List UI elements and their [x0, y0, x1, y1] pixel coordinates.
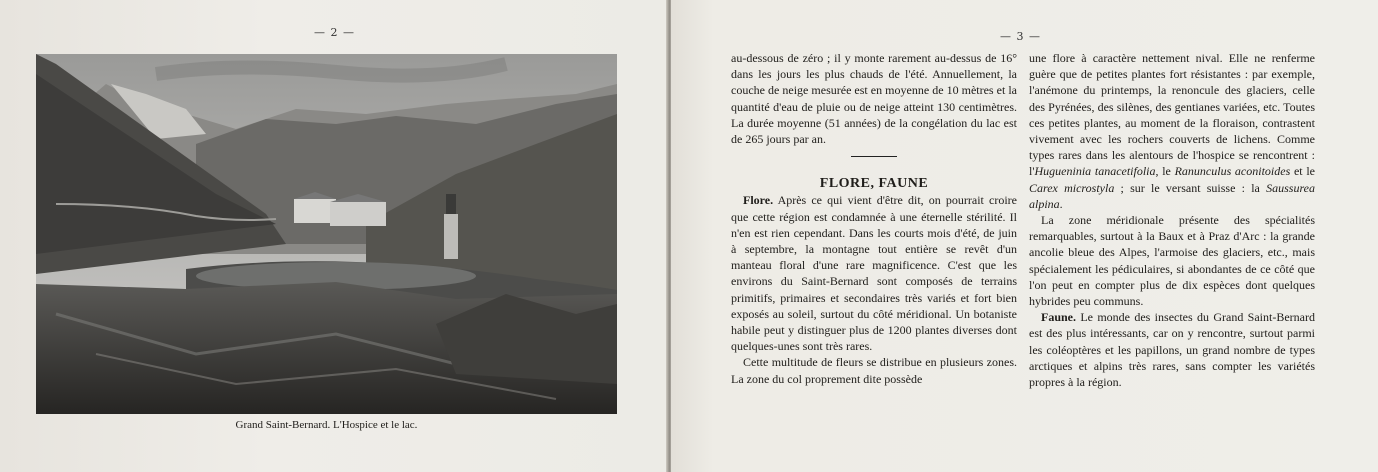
species-name: Saussurea alpina: [1029, 180, 1315, 211]
section-heading: FLORE, FAUNE: [819, 176, 929, 192]
text-run: , le: [1155, 164, 1175, 179]
text-run: et le: [1290, 164, 1315, 179]
photo-caption: Grand Saint-Bernard. L'Hospice et le lac.: [235, 419, 418, 431]
flore-label: Flore.: [743, 193, 774, 208]
text-run: ; sur le versant suisse : la: [1114, 180, 1267, 195]
page-number-right: — 3 —: [1000, 30, 1041, 43]
section-divider: [851, 156, 897, 157]
paragraph-zones: Cette multitude de fleurs se distribue en plusieurs zones. La zone du col proprement dite possède: [731, 355, 1017, 386]
flore-text: Après ce qui vient d'être dit, on pourrait croire que cette région est condamnée à une éternelle stérilité. Il n'en est rien cependant. Dans les courts mois d'été, de juin à septembre, la montagne tout entière se revêt d'un manteau floral d'une rare magnificence. C'est que les environs du Saint-Bernard sont composés de terrains primitifs, primaires et secondaires très variés et fort bien exposés au soleil, surtout du côté méridional. Un botaniste habile peut y distinguer plus de 1200 plantes diverses dont quelques-unes sont très rares.: [731, 193, 1017, 354]
faune-text: Le monde des insectes du Grand Saint-Bernard est des plus intéressants, car on y rencontre, surtout parmi les coléoptères et les papillons, un grand nombre de types arctiques et alpins très rares, sans compter les variétés propres à la région.: [1029, 310, 1315, 390]
text-column-left: [731, 50, 1017, 387]
left-page: [0, 0, 668, 472]
text-run: une flore à caractère nettement nival. Elle ne renferme guère que de petites plantes fort résistantes : par exemple, l'anémone du printemps, la renoncule des glaciers, celle des Pyrénées, des silènes, des gentianes variées, etc. Toutes ces petites plantes, au moment de la floraison, contrastent vivement avec les rochers couverts de lichens. Comme types rares dans les alentours de l'hospice se rencontrent : l': [1029, 51, 1315, 179]
text-run: .: [1059, 196, 1063, 211]
faune-label: Faune.: [1041, 310, 1077, 325]
page-number-left: — 2 —: [314, 26, 355, 39]
photograph-hospice-lake: [36, 54, 617, 414]
text-column-right: [1029, 50, 1315, 390]
paragraph-faune: [1029, 309, 1315, 390]
paragraph-nival-flora: [1029, 50, 1315, 212]
species-name: Ranunculus aconitoides: [1174, 164, 1291, 179]
species-name: Hugueninia tanacetifolia: [1034, 164, 1156, 179]
paragraph-flore: [731, 192, 1017, 354]
species-name: Carex microstyla: [1029, 180, 1115, 195]
paragraph-southern-zone: La zone méridionale présente des spécialités remarquables, surtout à la Baux et à Praz d'Arc : la grande ancolie bleue des Alpes, l'armoise des glaciers, etc., mais spécialement les pédiculaires, si abondantes de ce côté que l'on peut en compter plus de dix espèces dont quelques hybrides peu communs.: [1029, 213, 1315, 309]
paragraph-climate: au-dessous de zéro ; il y monte rarement au-dessus de 16° dans les jours les plus chauds de l'été. Annuellement, la couche de neige mesurée est en moyenne de 10 mètres et la quantité d'eau de pluie ou de neige atteint 130 centimètres. La durée moyenne (51 années) de la congélation du lac est de 265 jours par an.: [731, 51, 1017, 147]
